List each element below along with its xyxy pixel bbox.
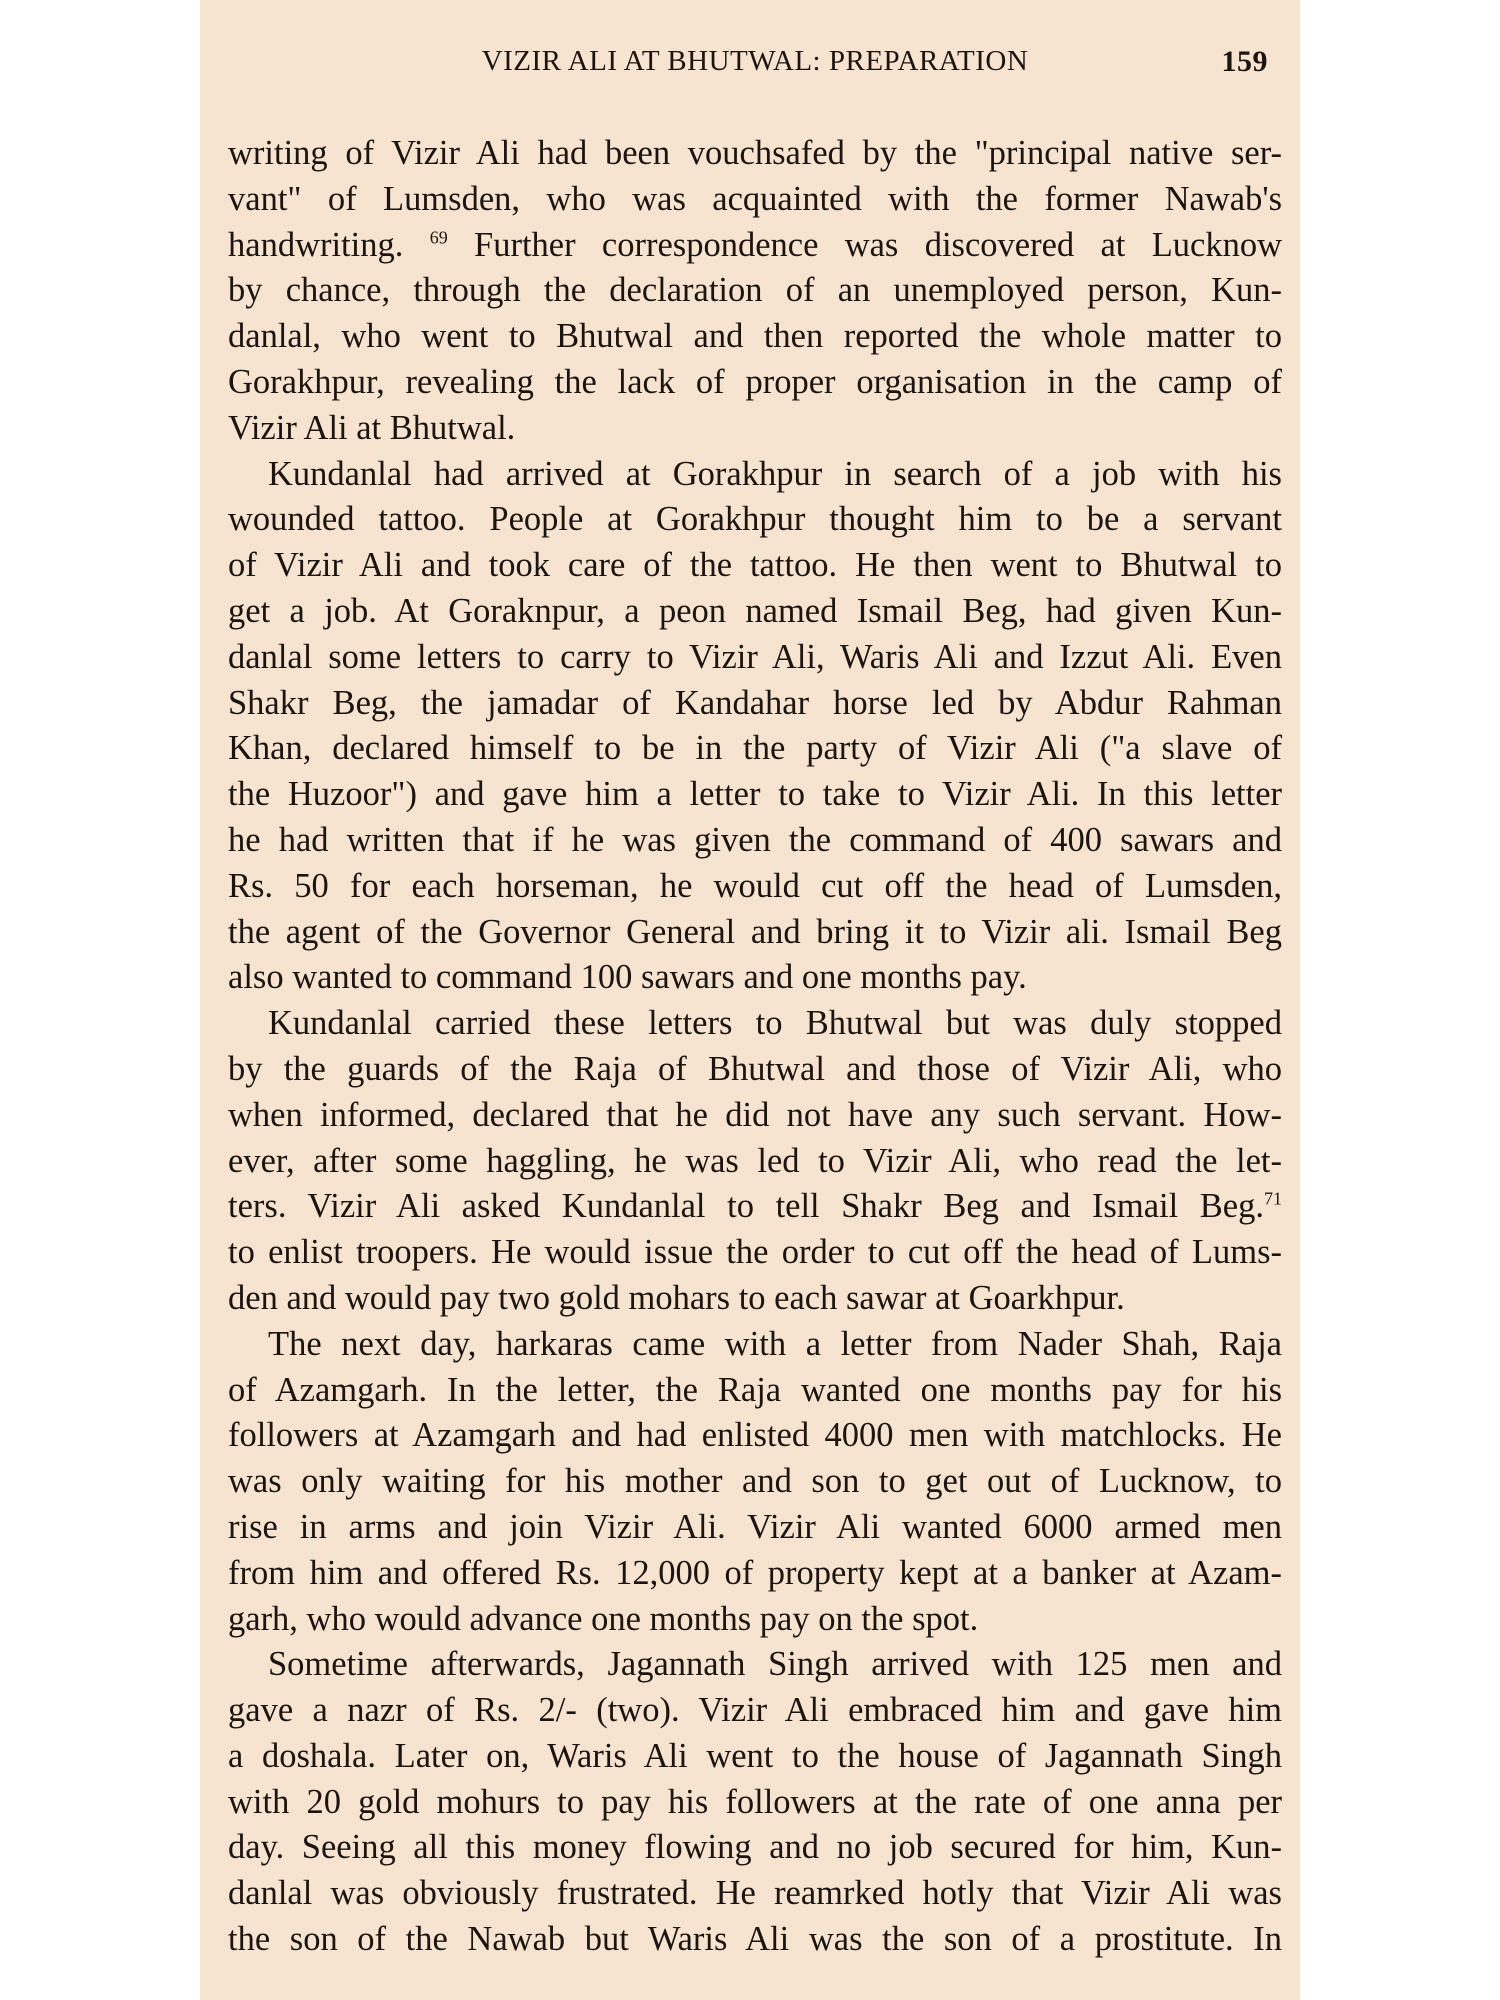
text-line: Sometime afterwards, Jagannath Singh arrived with 125 men and (268, 1645, 1282, 1684)
text-line: get a job. At Goraknpur, a peon named Ismail Beg, had given Kun- (228, 591, 1282, 630)
text-line: by the guards of the Raja of Bhutwal and those of Vizir Ali, who (228, 1049, 1282, 1088)
page-number: 159 (1221, 45, 1268, 78)
text-line: by chance, through the declaration of an unemployed person, Kun- (228, 271, 1282, 310)
paragraph (228, 1322, 1282, 1643)
text-line: the son of the Nawab but Waris Ali was the son of a prostitute. In (228, 1920, 1282, 1959)
text-line: ters. Vizir Ali asked Kundanlal to tell Shakr Beg and Ismail Beg.$^{71}$ (228, 1187, 1282, 1226)
text-line: was only waiting for his mother and son to get out of Lucknow, to (228, 1462, 1282, 1501)
text-line: garh, who would advance one months pay on the spot. (228, 1599, 979, 1638)
text-line: to enlist troopers. He would issue the order to cut off the head of Lums- (228, 1233, 1282, 1272)
text-line: writing of Vizir Ali had been vouchsafed by the "principal native ser- (228, 134, 1282, 172)
text-line: Vizir Ali at Bhutwal. (228, 408, 516, 447)
text-line: danlal some letters to carry to Vizir Ali, Waris Ali and Izzut Ali. Even (228, 637, 1282, 676)
text-line: Khan, declared himself to be in the party of Vizir Ali ("a slave of (228, 729, 1282, 768)
text-line: Rs. 50 for each horseman, he would cut off the head of Lumsden, (228, 866, 1282, 905)
text-line: with 20 gold mohurs to pay his followers at the rate of one anna per (228, 1782, 1282, 1821)
text-line: day. Seeing all this money flowing and no job secured for him, Kun- (228, 1828, 1282, 1867)
text-line: the Huzoor") and gave him a letter to take to Vizir Ali. In this letter (228, 775, 1282, 814)
paragraph (228, 1642, 1282, 1963)
text-line: rise in arms and join Vizir Ali. Vizir Ali wanted 6000 armed men (228, 1507, 1282, 1546)
footnote-ref: 71 (1264, 1188, 1282, 1209)
chapter-title: VIZIR ALI AT BHUTWAL: PREPARATION (481, 45, 1029, 77)
text-line: Shakr Beg, the jamadar of Kandahar horse led by Abdur Rahman (228, 683, 1282, 722)
text-line: Gorakhpur, revealing the lack of proper organisation in the camp of (228, 362, 1282, 401)
text-line: danlal was obviously frustrated. He reamrked hotly that Vizir Ali was (228, 1874, 1282, 1913)
text-line: of Azamgarh. In the letter, the Raja wanted one months pay for his (228, 1370, 1282, 1409)
text-line: handwriting. $^{69}$ Further correspondence was discovered at Lucknow (228, 225, 1282, 264)
running-head (228, 45, 1282, 91)
text-line: also wanted to command 100 sawars and one months pay. (228, 958, 1027, 997)
text-line: he had written that if he was given the command of 400 sawars and (228, 820, 1282, 859)
text-line: of Vizir Ali and took care of the tattoo. He then went to Bhutwal to (228, 546, 1282, 585)
book-page (200, 0, 1300, 2000)
text-line: wounded tattoo. People at Gorakhpur thought him to be a servant (228, 500, 1282, 539)
text-line: a doshala. Later on, Waris Ali went to the house of Jagannath Singh (228, 1736, 1282, 1775)
text-line: Kundanlal carried these letters to Bhutwal but was duly stopped (268, 1004, 1282, 1043)
text-line: danlal, who went to Bhutwal and then reported the whole matter to (228, 317, 1282, 356)
paragraph (228, 452, 1282, 1002)
paragraph (228, 131, 1282, 452)
text-line: ever, after some haggling, he was led to Vizir Ali, who read the let- (228, 1141, 1282, 1180)
text-line: the agent of the Governor General and bring it to Vizir ali. Ismail Beg (228, 912, 1282, 951)
text-line: when informed, declared that he did not have any such servant. How- (228, 1095, 1282, 1134)
text-line: followers at Azamgarh and had enlisted 4000 men with matchlocks. He (228, 1416, 1282, 1455)
text-line: Kundanlal had arrived at Gorakhpur in search of a job with his (268, 454, 1282, 493)
body-text (228, 131, 1282, 1963)
paragraph (228, 1001, 1282, 1322)
footnote-ref: 69 (429, 227, 448, 248)
text-line: vant" of Lumsden, who was acquainted with the former Nawab's (228, 179, 1282, 218)
text-line: gave a nazr of Rs. 2/- (two). Vizir Ali embraced him and gave him (228, 1691, 1282, 1730)
text-line: den and would pay two gold mohars to each sawar at Goarkhpur. (228, 1278, 1125, 1317)
text-line: The next day, harkaras came with a letter from Nader Shah, Raja (268, 1324, 1282, 1363)
text-line: from him and offered Rs. 12,000 of property kept at a banker at Azam- (228, 1553, 1282, 1592)
